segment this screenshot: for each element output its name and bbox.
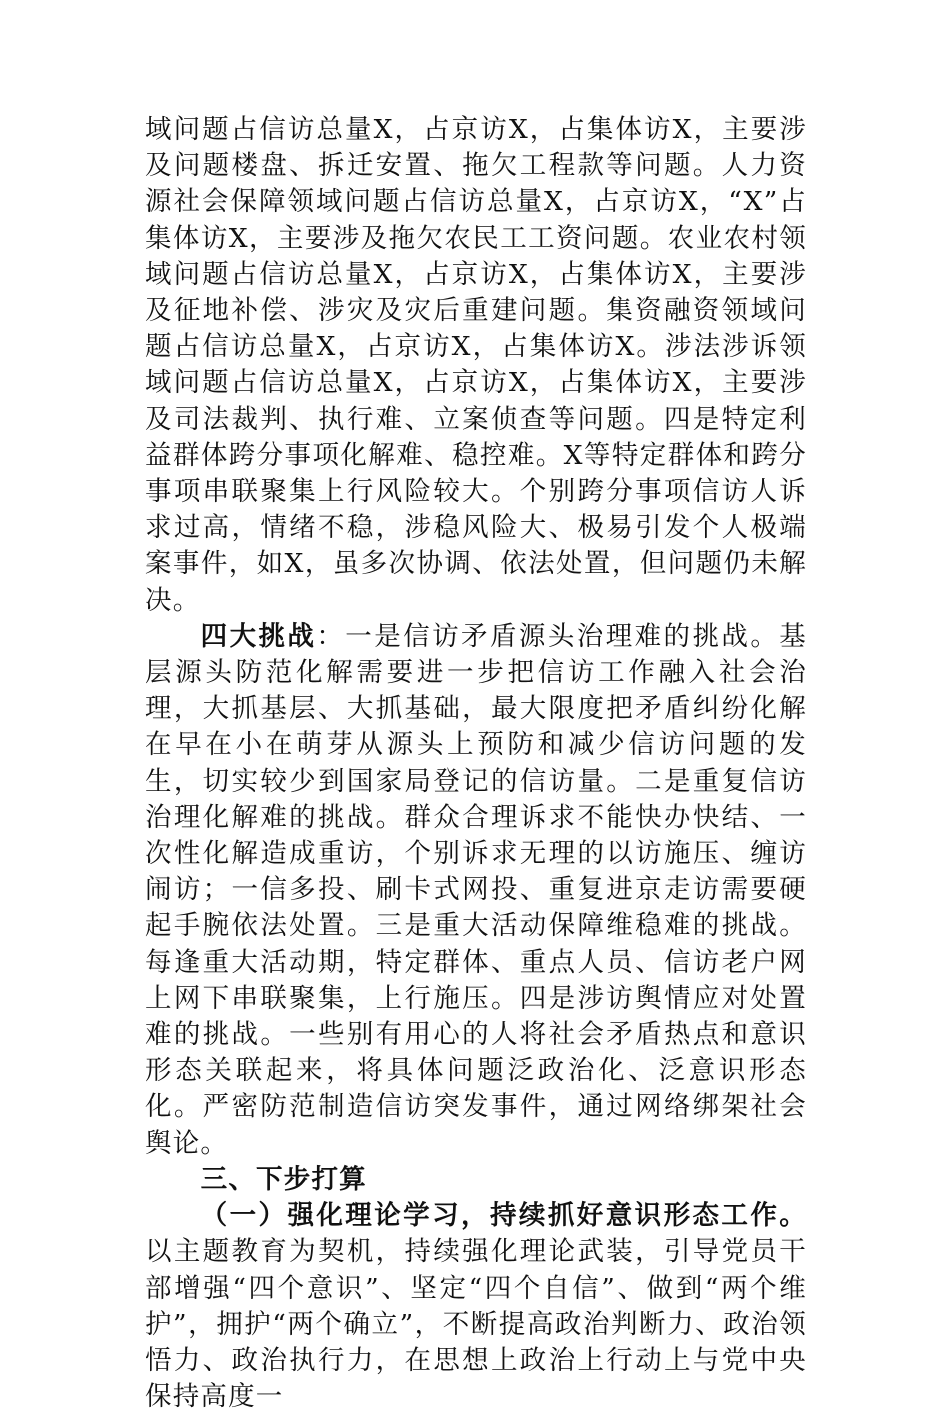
document-page	[145, 112, 807, 1415]
plan-body: 以主题教育为契机，持续强化理论武装，引导党员干部增强“四个意识”、坚定“四个自信”、做到“两个维护”，拥护“两个确立”，不断提高政治判断力、政治领悟力、政治执行力，在思想上政治上行动上与党中央保持高度一	[145, 1236, 807, 1413]
challenges-paragraph	[145, 619, 807, 1162]
section-heading: 三、下步打算	[200, 1163, 367, 1195]
plan-paragraph	[145, 1198, 807, 1415]
body-paragraph: 域问题占信访总量X，占京访X，占集体访X，主要涉及问题楼盘、拆迁安置、拖欠工程款等问题。人力资源社会保障领域问题占信访总量X，占京访X，“X”占集体访X，主要涉及拖欠农民工工资问题。农业农村领域问题占信访总量X，占京访X，占集体访X，主要涉及征地补偿、涉灾及灾后重建问题。集资融资领域问题占信访总量X，占京访X，占集体访X。涉法涉诉领域问题占信访总量X，占京访X，占集体访X，主要涉及司法裁判、执行难、立案侦查等问题。四是特定利益群体跨分事项化解难、稳控难。X等特定群体和跨分事项串联聚集上行风险较大。个别跨分事项信访人诉求过高，情绪不稳，涉稳风险大、极易引发个人极端案事件，如X，虽多次协调、依法处置，但问题仍未解决。	[145, 114, 807, 616]
challenges-lead: 四大挑战	[200, 620, 317, 652]
challenges-body: ：一是信访矛盾源头治理难的挑战。基层源头防范化解需要进一步把信访工作融入社会治理，大抓基层、大抓基础，最大限度把矛盾纠纷化解在早在小在萌芽从源头上预防和减少信访问题的发生，切实较少到国家局登记的信访量。二是重复信访治理化解难的挑战。群众合理诉求不能快办快结、一次性化解造成重访，个别诉求无理的以访施压、缠访闹访；一信多投、刷卡式网投、重复进京走访需要硬起手腕依法处置。三是重大活动保障维稳难的挑战。每逢重大活动期，特定群体、重点人员、信访老户网上网下串联聚集，上行施压。四是涉访舆情应对处置难的挑战。一些别有用心的人将社会矛盾热点和意识形态关联起来，将具体问题泛政治化、泛意识形态化。严密防范制造信访突发事件，通过网络绑架社会舆论。	[145, 620, 807, 1159]
plan-lead: （一）强化理论学习，持续抓好意识形态工作。	[200, 1200, 807, 1232]
